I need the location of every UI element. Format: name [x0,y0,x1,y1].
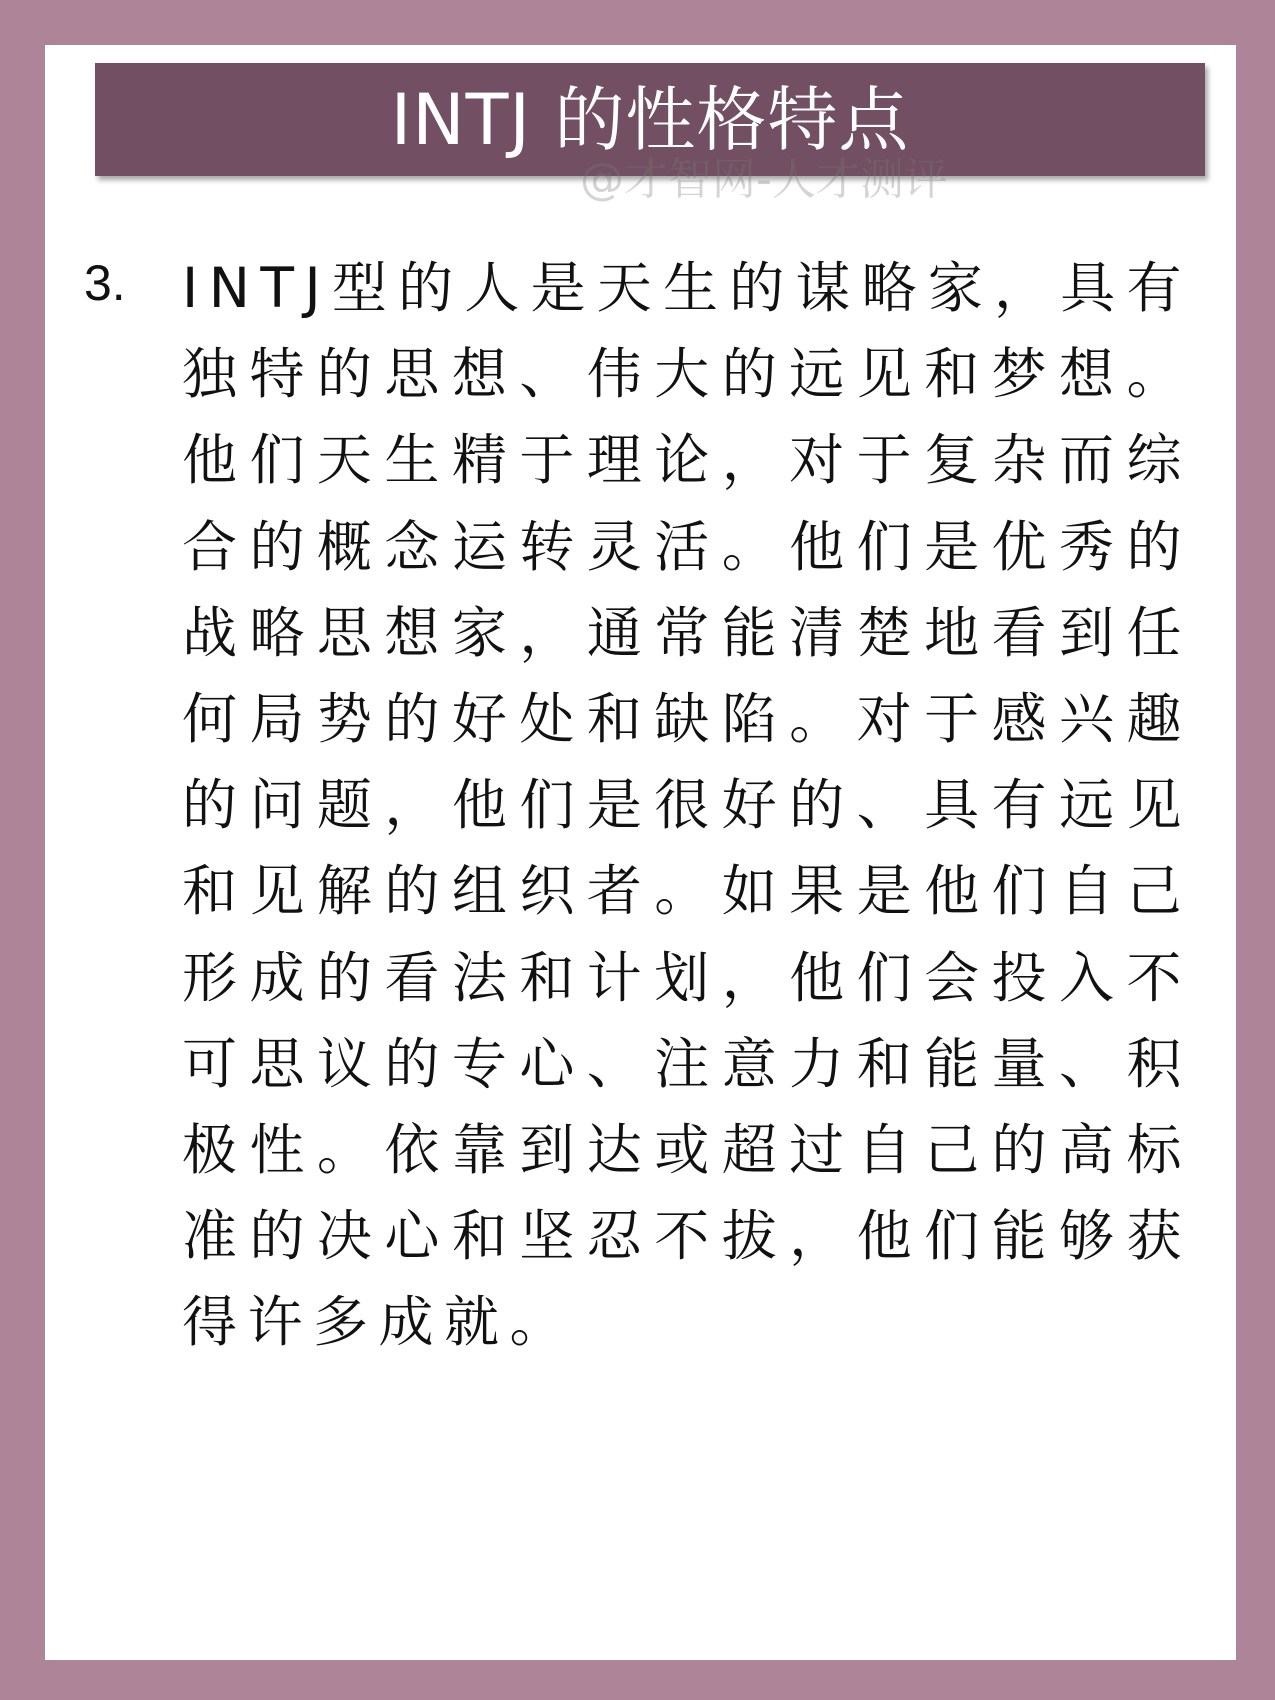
page-title: INTJ 的性格特点 [390,78,910,161]
list-item-text: INTJ型的人是天生的谋略家，具有独特的思想、伟大的远见和梦想。他们天生精于理论，对于复杂而综合的概念运转灵活。他们是优秀的战略思想家，通常能清楚地看到任何局势的好处和缺陷。对于感兴趣的问题，他们是很好的、具有远见和见解的组织者。如果是他们自己形成的看法和计划，他们会投入不可思议的专心、注意力和能量、积极性。依靠到达或超过自己的高标准的决心和坚忍不拔，他们能够获得许多成就。 [182,256,1192,1355]
watermark: @才智网-人才测评 [580,154,948,205]
list-item-number: 3. [84,255,126,311]
